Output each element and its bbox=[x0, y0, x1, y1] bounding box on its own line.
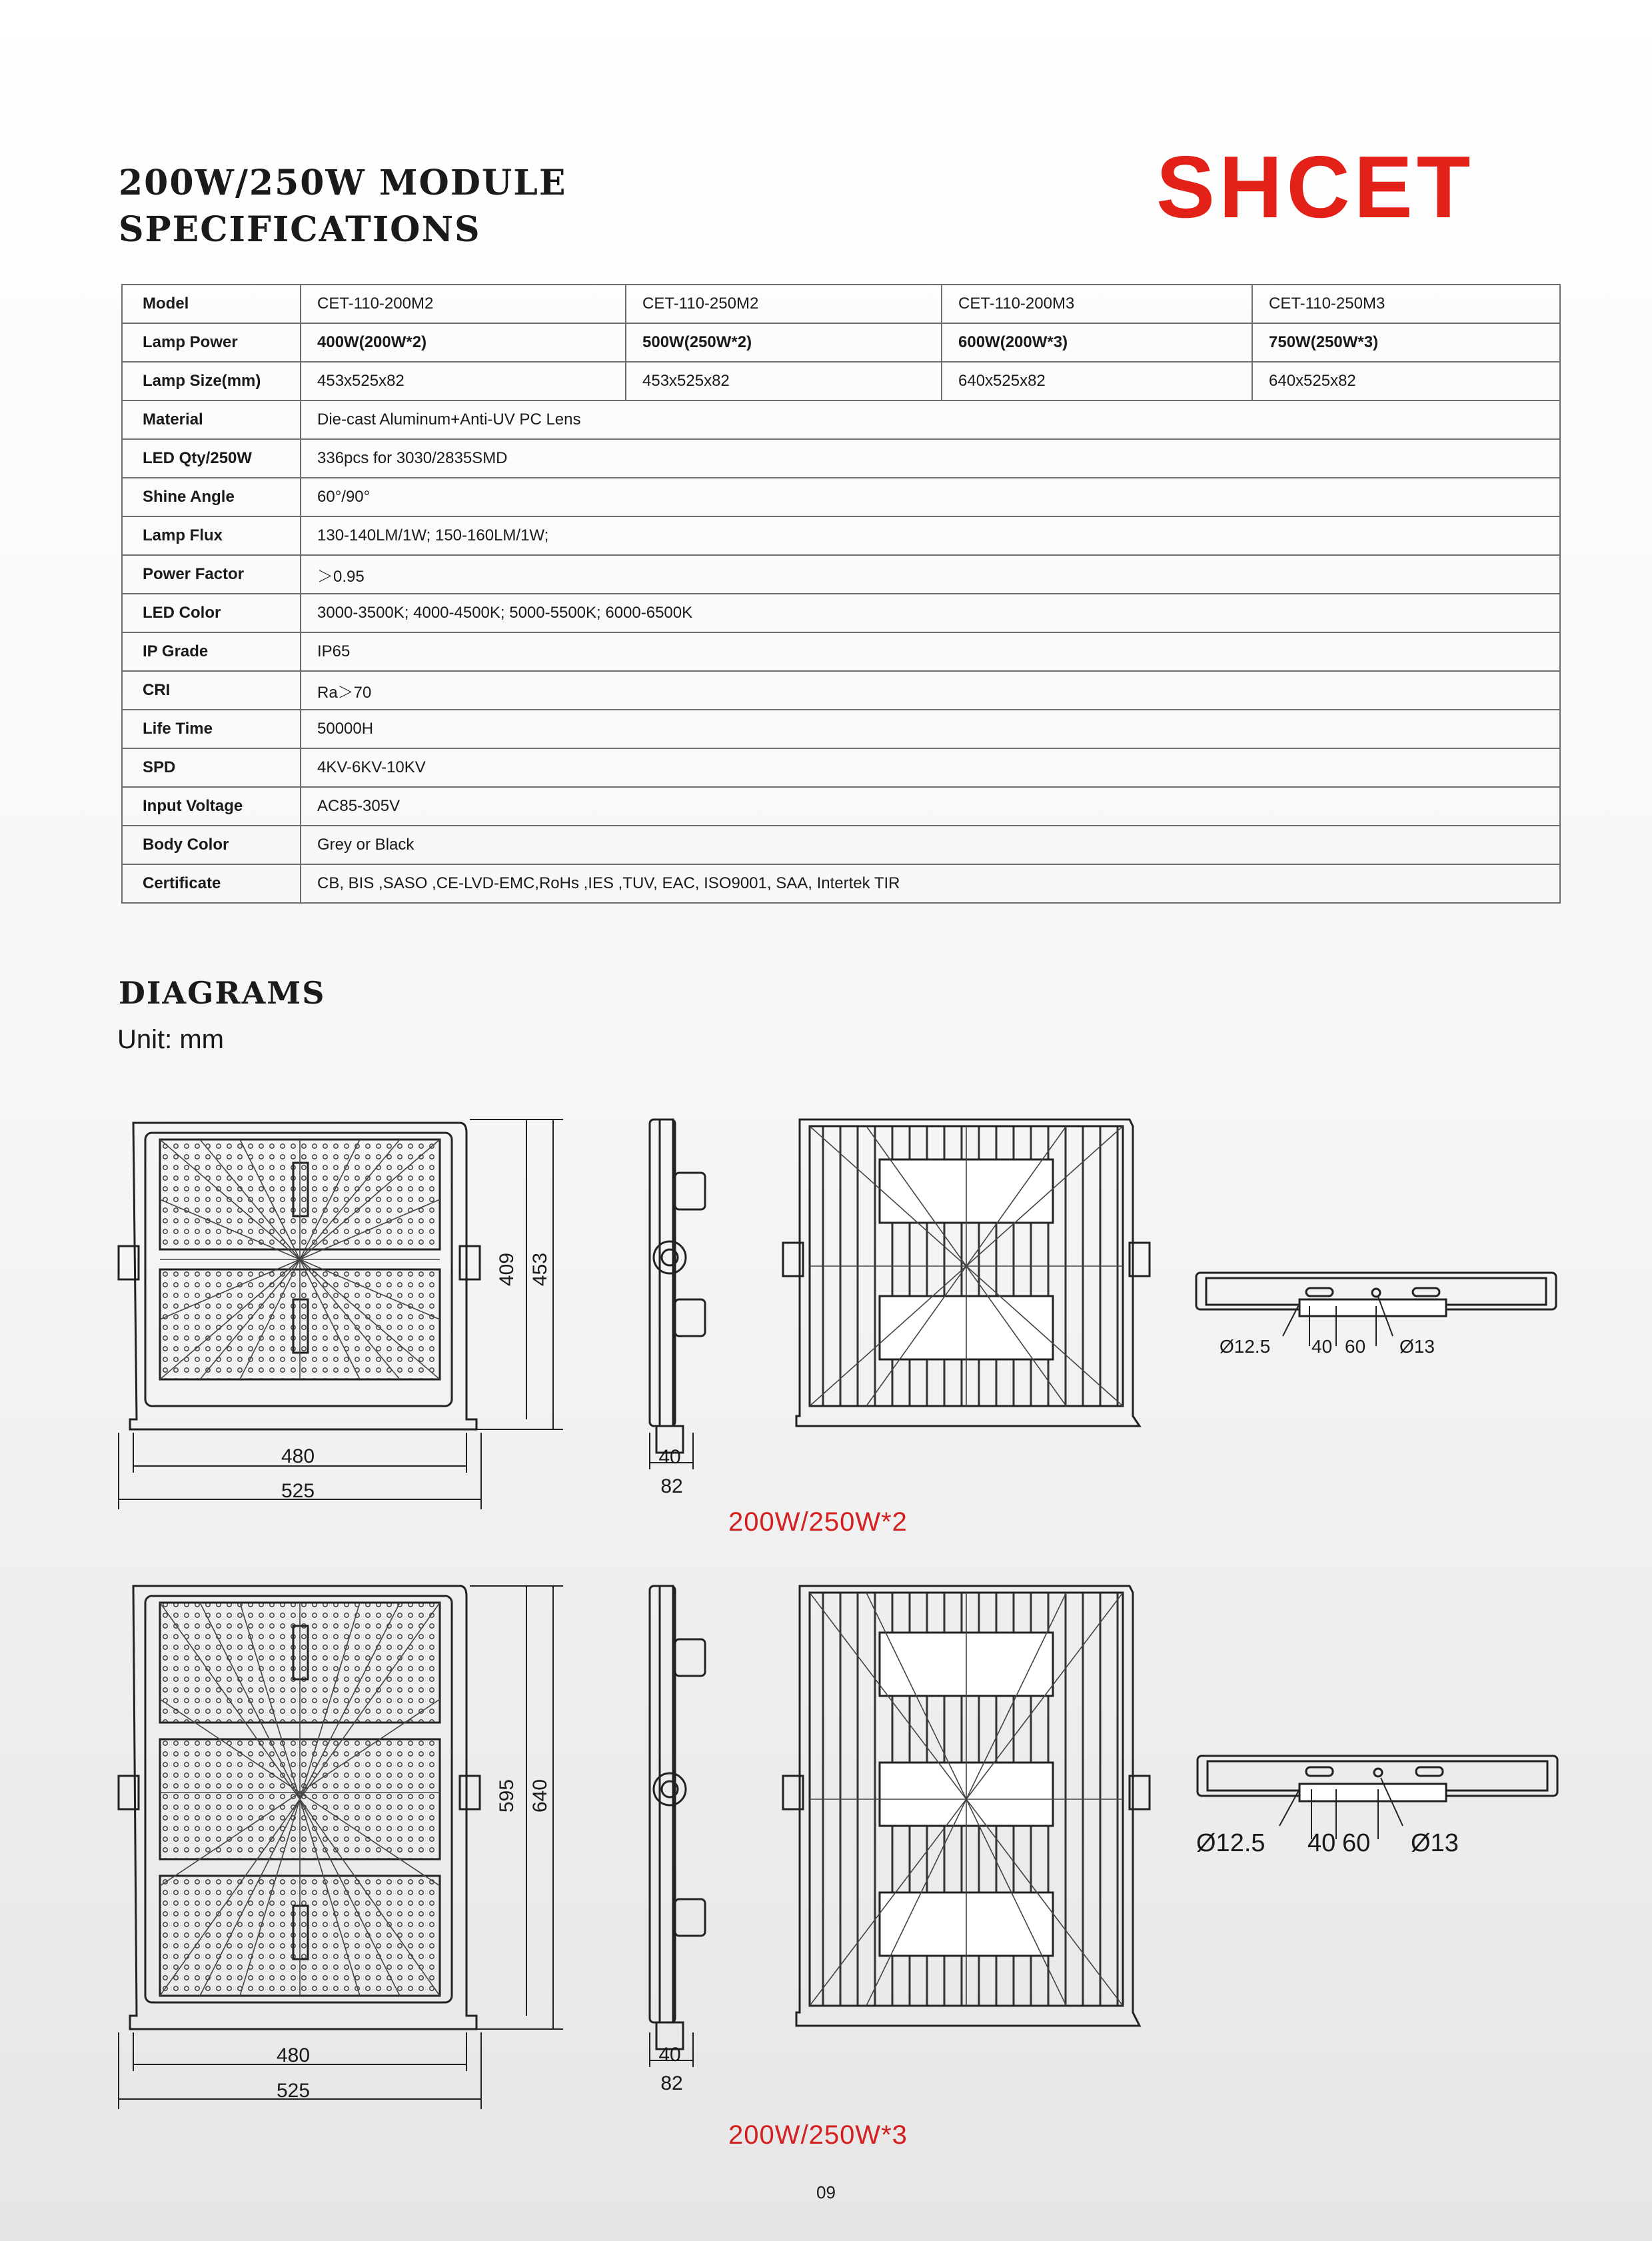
dim-hole-a-3: Ø12.5 bbox=[1196, 1829, 1265, 1857]
dim-height-inner-2: 409 bbox=[496, 1252, 518, 1287]
table-cell: AC85-305V bbox=[301, 787, 1560, 826]
dim-spacing-b-2: 60 bbox=[1345, 1336, 1366, 1357]
table-cell: 336pcs for 3030/2835SMD bbox=[301, 439, 1560, 478]
caption-three-module: 200W/250W*3 bbox=[728, 2120, 908, 2150]
side-view-3-module bbox=[650, 1586, 705, 2049]
row-label: Input Voltage bbox=[122, 787, 301, 826]
dim-spacing-b-3: 60 bbox=[1342, 1829, 1371, 1857]
table-cell: 130-140LM/1W; 150-160LM/1W; bbox=[301, 516, 1560, 555]
row-label: Body Color bbox=[122, 826, 301, 864]
caption-two-module: 200W/250W*2 bbox=[728, 1507, 908, 1537]
table-cell: 400W(200W*2) bbox=[301, 323, 626, 362]
title-line-1: 200W/250W MODULE bbox=[119, 163, 567, 203]
table-cell: 60°/90° bbox=[301, 478, 1560, 516]
table-cell: 640x525x82 bbox=[942, 362, 1252, 400]
dim-width-inner-2: 480 bbox=[281, 1445, 315, 1467]
table-cell: CB, BIS ,SASO ,CE-LVD-EMC,RoHs ,IES ,TUV, EAC, ISO9001, SAA, Intertek TIR bbox=[301, 864, 1560, 903]
title-line-2: SPECIFICATIONS bbox=[119, 209, 481, 250]
rear-view-3-module bbox=[783, 1586, 1150, 2026]
side-view-2-module bbox=[650, 1120, 705, 1453]
table-cell: IP65 bbox=[301, 632, 1560, 671]
dim-spacing-a-3: 40 bbox=[1307, 1829, 1336, 1857]
table-cell: Grey or Black bbox=[301, 826, 1560, 864]
dim-hole-b-2: Ø13 bbox=[1399, 1336, 1435, 1357]
row-label: Material bbox=[122, 400, 301, 439]
row-label: Shine Angle bbox=[122, 478, 301, 516]
table-cell: 750W(250W*3) bbox=[1252, 323, 1560, 362]
diagrams-heading: DIAGRAMS bbox=[119, 975, 326, 1011]
dim-width-inner-3: 480 bbox=[276, 2044, 311, 2066]
table-cell: 640x525x82 bbox=[1252, 362, 1560, 400]
brand-logo: SHCET bbox=[1156, 138, 1475, 236]
table-cell: 600W(200W*3) bbox=[942, 323, 1252, 362]
table-cell: 453x525x82 bbox=[301, 362, 626, 400]
row-label: Lamp Power bbox=[122, 323, 301, 362]
dim-depth-inner-2: 40 bbox=[658, 1446, 681, 1468]
dim-hole-a-2: Ø12.5 bbox=[1220, 1336, 1271, 1357]
row-label: Certificate bbox=[122, 864, 301, 903]
table-cell: 50000H bbox=[301, 710, 1560, 748]
row-label: CRI bbox=[122, 671, 301, 710]
table-cell: CET-110-200M3 bbox=[942, 285, 1252, 323]
dim-height-outer-2: 453 bbox=[529, 1252, 551, 1287]
table-cell: Die-cast Aluminum+Anti-UV PC Lens bbox=[301, 400, 1560, 439]
dim-height-outer-3: 640 bbox=[529, 1779, 551, 1813]
row-label: LED Color bbox=[122, 594, 301, 632]
row-label: Lamp Flux bbox=[122, 516, 301, 555]
row-label: SPD bbox=[122, 748, 301, 787]
row-label: LED Qty/250W bbox=[122, 439, 301, 478]
dim-hole-b-3: Ø13 bbox=[1411, 1829, 1459, 1857]
table-cell: 3000-3500K; 4000-4500K; 5000-5500K; 6000-6500K bbox=[301, 594, 1560, 632]
top-view-3-module bbox=[1198, 1756, 1557, 1839]
dim-depth-outer-2: 82 bbox=[660, 1475, 683, 1497]
front-view-2-module bbox=[119, 1123, 480, 1429]
row-label: Power Factor bbox=[122, 555, 301, 594]
dim-spacing-a-2: 40 bbox=[1311, 1336, 1333, 1357]
table-cell: CET-110-250M3 bbox=[1252, 285, 1560, 323]
row-label: Life Time bbox=[122, 710, 301, 748]
table-cell: CET-110-200M2 bbox=[301, 285, 626, 323]
row-label: Lamp Size(mm) bbox=[122, 362, 301, 400]
rear-view-2-module bbox=[783, 1120, 1150, 1426]
dim-width-outer-3: 525 bbox=[276, 2080, 311, 2102]
dim-height-inner-3: 595 bbox=[496, 1779, 518, 1813]
row-label: Model bbox=[122, 285, 301, 323]
dim-width-outer-2: 525 bbox=[281, 1480, 315, 1502]
table-cell: ＞0.95 bbox=[301, 555, 1560, 594]
table-cell: Ra＞70 bbox=[301, 671, 1560, 710]
unit-label: Unit: mm bbox=[117, 1025, 224, 1054]
dim-depth-inner-3: 40 bbox=[658, 2044, 681, 2066]
front-view-3-module bbox=[119, 1586, 480, 2029]
table-cell: 453x525x82 bbox=[626, 362, 942, 400]
table-cell: 500W(250W*2) bbox=[626, 323, 942, 362]
row-label: IP Grade bbox=[122, 632, 301, 671]
dim-depth-outer-3: 82 bbox=[660, 2072, 683, 2094]
table-cell: CET-110-250M2 bbox=[626, 285, 942, 323]
table-cell: 4KV-6KV-10KV bbox=[301, 748, 1560, 787]
top-view-2-module bbox=[1196, 1273, 1556, 1346]
page-number: 09 bbox=[816, 2182, 836, 2202]
